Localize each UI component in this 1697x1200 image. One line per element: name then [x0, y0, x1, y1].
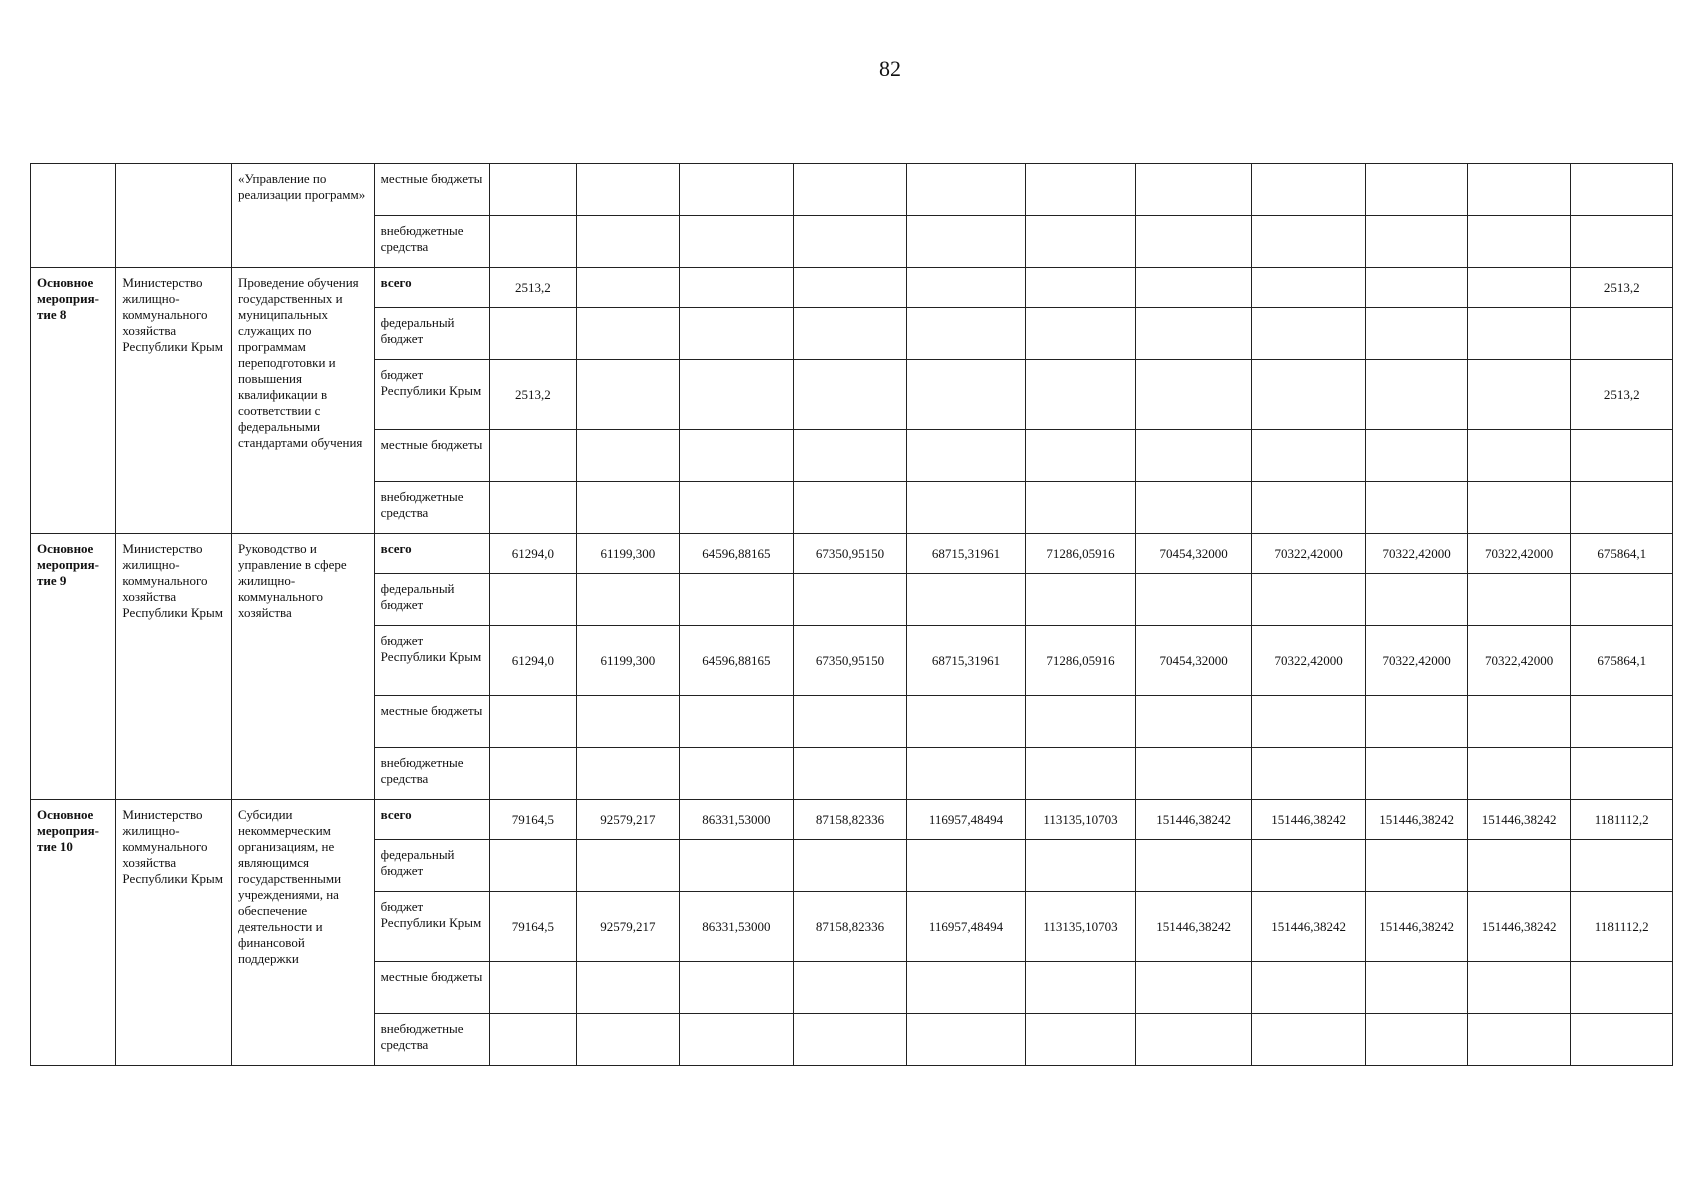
value-cell: [1136, 1014, 1252, 1066]
value-cell: 64596,88165: [680, 534, 794, 574]
value-cell: [1366, 962, 1467, 1014]
value-cell: 113135,10703: [1025, 892, 1136, 962]
value-cell: [1251, 164, 1366, 216]
funding-source-cell: внебюджетные средства: [374, 748, 490, 800]
value-cell: [680, 574, 794, 626]
value-cell: [576, 574, 680, 626]
value-cell: [1251, 696, 1366, 748]
value-cell: [490, 430, 576, 482]
value-cell: 151446,38242: [1251, 892, 1366, 962]
value-cell: [1366, 164, 1467, 216]
value-cell: [1467, 840, 1571, 892]
value-cell: [1571, 482, 1673, 534]
value-cell: 70454,32000: [1136, 534, 1252, 574]
value-cell: [1025, 216, 1136, 268]
value-cell: [1136, 216, 1252, 268]
value-cell: 61199,300: [576, 626, 680, 696]
value-cell: 2513,2: [490, 268, 576, 308]
value-cell: [793, 748, 907, 800]
value-cell: [1571, 574, 1673, 626]
value-cell: [793, 308, 907, 360]
value-cell: 64596,88165: [680, 626, 794, 696]
value-cell: [680, 840, 794, 892]
value-cell: [1571, 962, 1673, 1014]
executor-cell: [116, 164, 232, 268]
table-row: [31, 800, 1673, 840]
value-cell: [490, 574, 576, 626]
value-cell: 61199,300: [576, 534, 680, 574]
value-cell: [1467, 962, 1571, 1014]
value-cell: [1467, 482, 1571, 534]
value-cell: [576, 360, 680, 430]
value-cell: 70322,42000: [1467, 534, 1571, 574]
value-cell: [907, 360, 1026, 430]
value-cell: 61294,0: [490, 626, 576, 696]
funding-source-cell: местные бюджеты: [374, 430, 490, 482]
value-cell: [907, 840, 1026, 892]
value-cell: [907, 164, 1026, 216]
value-cell: [576, 962, 680, 1014]
value-cell: 71286,05916: [1025, 534, 1136, 574]
value-cell: [907, 574, 1026, 626]
value-cell: [490, 482, 576, 534]
value-cell: [1366, 360, 1467, 430]
funding-source-cell: бюджет Республики Крым: [374, 626, 490, 696]
value-cell: [490, 748, 576, 800]
value-cell: [1366, 748, 1467, 800]
value-cell: [793, 268, 907, 308]
value-cell: [490, 1014, 576, 1066]
value-cell: [1251, 482, 1366, 534]
executor-cell: Министерство жилищно-коммунального хозяйства Республики Крым: [116, 268, 232, 534]
value-cell: [1467, 748, 1571, 800]
value-cell: [576, 308, 680, 360]
value-cell: 70322,42000: [1251, 626, 1366, 696]
value-cell: [1136, 482, 1252, 534]
value-cell: [576, 268, 680, 308]
value-cell: [1136, 696, 1252, 748]
value-cell: 2513,2: [1571, 360, 1673, 430]
value-cell: [680, 308, 794, 360]
value-cell: 92579,217: [576, 892, 680, 962]
funding-source-cell: всего: [374, 800, 490, 840]
value-cell: 2513,2: [1571, 268, 1673, 308]
value-cell: 70322,42000: [1251, 534, 1366, 574]
value-cell: 67350,95150: [793, 534, 907, 574]
value-cell: 675864,1: [1571, 626, 1673, 696]
value-cell: 116957,48494: [907, 800, 1026, 840]
value-cell: [1366, 574, 1467, 626]
value-cell: [1366, 482, 1467, 534]
value-cell: [1467, 164, 1571, 216]
value-cell: 92579,217: [576, 800, 680, 840]
value-cell: [907, 430, 1026, 482]
value-cell: [490, 696, 576, 748]
value-cell: [1467, 308, 1571, 360]
value-cell: [1251, 840, 1366, 892]
value-cell: 87158,82336: [793, 800, 907, 840]
value-cell: [576, 164, 680, 216]
value-cell: 87158,82336: [793, 892, 907, 962]
value-cell: [1025, 574, 1136, 626]
value-cell: [680, 482, 794, 534]
value-cell: [1251, 1014, 1366, 1066]
value-cell: [680, 164, 794, 216]
value-cell: [1025, 308, 1136, 360]
value-cell: [680, 748, 794, 800]
funding-source-cell: бюджет Республики Крым: [374, 360, 490, 430]
table-row: [31, 534, 1673, 574]
value-cell: 113135,10703: [1025, 800, 1136, 840]
table-row: [31, 268, 1673, 308]
value-cell: [907, 962, 1026, 1014]
value-cell: [1366, 1014, 1467, 1066]
value-cell: 116957,48494: [907, 892, 1026, 962]
value-cell: [1136, 962, 1252, 1014]
value-cell: [793, 1014, 907, 1066]
value-cell: [680, 216, 794, 268]
value-cell: [793, 962, 907, 1014]
description-cell: Руководство и управление в сфере жилищно-коммунального хозяйства: [231, 534, 374, 800]
value-cell: 68715,31961: [907, 534, 1026, 574]
value-cell: 1181112,2: [1571, 892, 1673, 962]
value-cell: [1251, 268, 1366, 308]
value-cell: [1136, 840, 1252, 892]
value-cell: [1025, 748, 1136, 800]
value-cell: [793, 696, 907, 748]
value-cell: [1136, 360, 1252, 430]
value-cell: [1366, 430, 1467, 482]
funding-source-cell: бюджет Республики Крым: [374, 892, 490, 962]
value-cell: [1136, 574, 1252, 626]
value-cell: [490, 962, 576, 1014]
value-cell: [1251, 216, 1366, 268]
value-cell: [1025, 962, 1136, 1014]
value-cell: [793, 360, 907, 430]
value-cell: [907, 482, 1026, 534]
value-cell: [576, 482, 680, 534]
value-cell: [793, 430, 907, 482]
page-number: 82: [879, 56, 901, 81]
value-cell: [680, 962, 794, 1014]
value-cell: [793, 216, 907, 268]
value-cell: 675864,1: [1571, 534, 1673, 574]
funding-source-cell: местные бюджеты: [374, 962, 490, 1014]
value-cell: [680, 1014, 794, 1066]
value-cell: [1366, 840, 1467, 892]
value-cell: [1025, 164, 1136, 216]
value-cell: 151446,38242: [1366, 892, 1467, 962]
value-cell: [1366, 308, 1467, 360]
value-cell: [490, 164, 576, 216]
value-cell: 79164,5: [490, 800, 576, 840]
value-cell: 70454,32000: [1136, 626, 1252, 696]
value-cell: 68715,31961: [907, 626, 1026, 696]
value-cell: [1136, 268, 1252, 308]
value-cell: [576, 748, 680, 800]
value-cell: [680, 430, 794, 482]
value-cell: [1136, 748, 1252, 800]
value-cell: [1025, 1014, 1136, 1066]
value-cell: [1251, 962, 1366, 1014]
value-cell: [1467, 268, 1571, 308]
value-cell: 151446,38242: [1136, 800, 1252, 840]
value-cell: [1467, 216, 1571, 268]
funding-source-cell: всего: [374, 268, 490, 308]
value-cell: 86331,53000: [680, 800, 794, 840]
value-cell: [1025, 482, 1136, 534]
value-cell: [793, 840, 907, 892]
value-cell: [490, 840, 576, 892]
value-cell: [576, 430, 680, 482]
value-cell: [1251, 308, 1366, 360]
value-cell: [1025, 360, 1136, 430]
value-cell: 151446,38242: [1251, 800, 1366, 840]
value-cell: [793, 482, 907, 534]
value-cell: [907, 268, 1026, 308]
value-cell: 1181112,2: [1571, 800, 1673, 840]
value-cell: 86331,53000: [680, 892, 794, 962]
value-cell: 61294,0: [490, 534, 576, 574]
value-cell: [1366, 268, 1467, 308]
funding-source-cell: внебюджетные средства: [374, 482, 490, 534]
value-cell: [1467, 430, 1571, 482]
value-cell: [576, 696, 680, 748]
value-cell: [1025, 268, 1136, 308]
value-cell: [1136, 164, 1252, 216]
value-cell: [1571, 308, 1673, 360]
value-cell: [680, 268, 794, 308]
measure-name-cell: Основное мероприя-тие 10: [31, 800, 116, 1066]
value-cell: [680, 696, 794, 748]
value-cell: 151446,38242: [1136, 892, 1252, 962]
funding-source-cell: внебюджетные средства: [374, 1014, 490, 1066]
executor-cell: Министерство жилищно-коммунального хозяйства Республики Крым: [116, 534, 232, 800]
value-cell: [490, 216, 576, 268]
description-cell: Проведение обучения государственных и муниципальных служащих по программам переподготовки и повышения квалификации в соответствии с федеральными стандартами обучения: [231, 268, 374, 534]
value-cell: [1251, 748, 1366, 800]
table-row: [31, 164, 1673, 216]
value-cell: [793, 574, 907, 626]
value-cell: 67350,95150: [793, 626, 907, 696]
value-cell: [1571, 748, 1673, 800]
value-cell: [907, 696, 1026, 748]
funding-source-cell: федеральный бюджет: [374, 574, 490, 626]
value-cell: [1571, 1014, 1673, 1066]
value-cell: [1467, 1014, 1571, 1066]
value-cell: [793, 164, 907, 216]
value-cell: [1366, 216, 1467, 268]
funding-source-cell: местные бюджеты: [374, 164, 490, 216]
value-cell: [1571, 430, 1673, 482]
value-cell: [1136, 308, 1252, 360]
value-cell: [907, 308, 1026, 360]
value-cell: [1251, 360, 1366, 430]
value-cell: [907, 748, 1026, 800]
value-cell: [680, 360, 794, 430]
measure-name-cell: Основное мероприя-тие 8: [31, 268, 116, 534]
value-cell: [576, 840, 680, 892]
value-cell: [1366, 696, 1467, 748]
value-cell: [1467, 360, 1571, 430]
value-cell: 151446,38242: [1467, 800, 1571, 840]
value-cell: [576, 1014, 680, 1066]
value-cell: [576, 216, 680, 268]
value-cell: [907, 216, 1026, 268]
funding-source-cell: всего: [374, 534, 490, 574]
value-cell: 70322,42000: [1366, 534, 1467, 574]
funding-source-cell: местные бюджеты: [374, 696, 490, 748]
measure-name-cell: Основное мероприя-тие 9: [31, 534, 116, 800]
measure-cell: [31, 164, 116, 268]
value-cell: [1571, 216, 1673, 268]
value-cell: [907, 1014, 1026, 1066]
value-cell: 151446,38242: [1366, 800, 1467, 840]
description-cell: Субсидии некоммерческим организациям, не являющимся государственными учреждениями, на обеспечение деятельности и финансовой поддержки: [231, 800, 374, 1066]
budget-table: [30, 163, 1673, 1066]
value-cell: [1025, 430, 1136, 482]
description-cell: «Управление по реализации программ»: [231, 164, 374, 268]
value-cell: [1251, 430, 1366, 482]
executor-cell: Министерство жилищно-коммунального хозяйства Республики Крым: [116, 800, 232, 1066]
value-cell: 70322,42000: [1467, 626, 1571, 696]
value-cell: 79164,5: [490, 892, 576, 962]
value-cell: 2513,2: [490, 360, 576, 430]
value-cell: [1571, 696, 1673, 748]
value-cell: [1025, 696, 1136, 748]
funding-source-cell: внебюджетные средства: [374, 216, 490, 268]
value-cell: [1025, 840, 1136, 892]
value-cell: [1136, 430, 1252, 482]
value-cell: [1251, 574, 1366, 626]
value-cell: [1467, 696, 1571, 748]
value-cell: [1571, 164, 1673, 216]
value-cell: 70322,42000: [1366, 626, 1467, 696]
value-cell: [1571, 840, 1673, 892]
funding-source-cell: федеральный бюджет: [374, 308, 490, 360]
value-cell: 71286,05916: [1025, 626, 1136, 696]
value-cell: [1467, 574, 1571, 626]
value-cell: [490, 308, 576, 360]
funding-source-cell: федеральный бюджет: [374, 840, 490, 892]
value-cell: 151446,38242: [1467, 892, 1571, 962]
